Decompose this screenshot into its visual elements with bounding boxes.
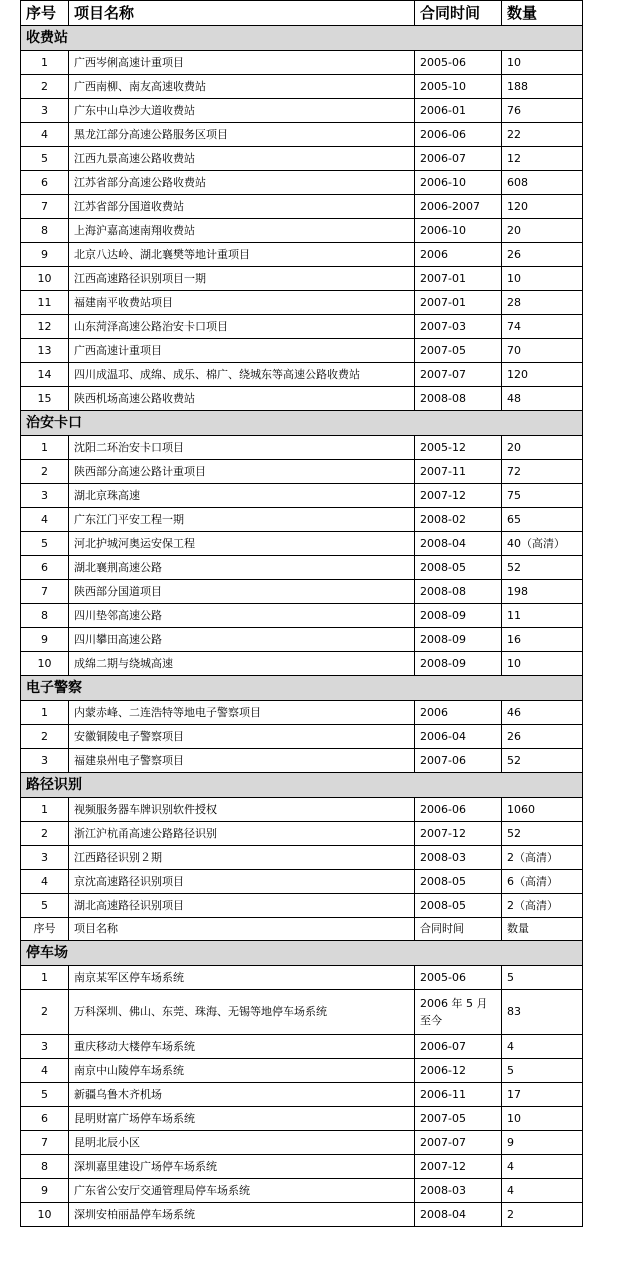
table-row: [21, 123, 583, 147]
table-row: [21, 195, 583, 219]
row-contract-date: 2006-06: [415, 123, 502, 147]
table-row: [21, 1083, 583, 1107]
row-index: 4: [21, 123, 69, 147]
row-index: 3: [21, 484, 69, 508]
row-quantity: 52: [502, 556, 583, 580]
project-table: [20, 0, 583, 1227]
row-quantity: 26: [502, 725, 583, 749]
table-row: [21, 966, 583, 990]
table-row: [21, 1107, 583, 1131]
section-title: 收费站: [21, 26, 583, 51]
row-contract-date: 2006-07: [415, 147, 502, 171]
repeat-header-cell: 合同时间: [415, 918, 502, 941]
row-contract-date: 2008-09: [415, 652, 502, 676]
table-row: [21, 291, 583, 315]
repeat-header-cell: 数量: [502, 918, 583, 941]
row-quantity: 16: [502, 628, 583, 652]
table-row: [21, 171, 583, 195]
row-quantity: 76: [502, 99, 583, 123]
row-index: 10: [21, 1203, 69, 1227]
row-quantity: 6（高清）: [502, 870, 583, 894]
row-project-name: 视频服务器车牌识别软件授权: [69, 798, 415, 822]
project-table-body: [21, 1, 583, 1227]
section-header-parking: [21, 941, 583, 966]
table-row: [21, 701, 583, 725]
row-quantity: 10: [502, 652, 583, 676]
row-project-name: 广东江门平安工程一期: [69, 508, 415, 532]
row-index: 2: [21, 725, 69, 749]
row-quantity: 40（高清）: [502, 532, 583, 556]
row-contract-date: 2006: [415, 701, 502, 725]
row-project-name: 昆明财富广场停车场系统: [69, 1107, 415, 1131]
row-project-name: 广东省公安厅交通管理局停车场系统: [69, 1179, 415, 1203]
row-index: 1: [21, 798, 69, 822]
row-project-name: 江西高速路径识别项目一期: [69, 267, 415, 291]
row-quantity: 17: [502, 1083, 583, 1107]
row-quantity: 2（高清）: [502, 894, 583, 918]
section-title: 电子警察: [21, 676, 583, 701]
row-quantity: 83: [502, 990, 583, 1035]
table-row: [21, 652, 583, 676]
row-quantity: 65: [502, 508, 583, 532]
table-row: [21, 363, 583, 387]
table-row: [21, 628, 583, 652]
row-quantity: 28: [502, 291, 583, 315]
row-quantity: 10: [502, 267, 583, 291]
row-index: 3: [21, 1035, 69, 1059]
table-row: [21, 1059, 583, 1083]
table-row: [21, 749, 583, 773]
row-project-name: 福建南平收费站项目: [69, 291, 415, 315]
row-index: 3: [21, 846, 69, 870]
row-project-name: 广西南柳、南友高速收费站: [69, 75, 415, 99]
row-index: 2: [21, 822, 69, 846]
row-quantity: 198: [502, 580, 583, 604]
repeat-header-cell: 序号: [21, 918, 69, 941]
row-index: 8: [21, 1155, 69, 1179]
row-quantity: 4: [502, 1179, 583, 1203]
row-contract-date: 2006-07: [415, 1035, 502, 1059]
row-quantity: 608: [502, 171, 583, 195]
row-quantity: 48: [502, 387, 583, 411]
row-index: 9: [21, 1179, 69, 1203]
row-contract-date: 2007-05: [415, 1107, 502, 1131]
row-quantity: 5: [502, 966, 583, 990]
row-quantity: 75: [502, 484, 583, 508]
section-header-path-recognition: [21, 773, 583, 798]
row-contract-date: 2006-01: [415, 99, 502, 123]
row-project-name: 京沈高速路径识别项目: [69, 870, 415, 894]
header-project-name: 项目名称: [69, 1, 415, 26]
table-row: [21, 51, 583, 75]
row-index: 9: [21, 628, 69, 652]
row-contract-date: 2007-12: [415, 1155, 502, 1179]
header-contract-date: 合同时间: [415, 1, 502, 26]
row-project-name: 南京某军区停车场系统: [69, 966, 415, 990]
row-contract-date: 2008-03: [415, 1179, 502, 1203]
table-row: [21, 725, 583, 749]
section-header-e-police: [21, 676, 583, 701]
row-project-name: 四川成温邛、成绵、成乐、棉广、绕城东等高速公路收费站: [69, 363, 415, 387]
row-index: 10: [21, 267, 69, 291]
row-project-name: 新疆乌鲁木齐机场: [69, 1083, 415, 1107]
row-contract-date: 2007-12: [415, 822, 502, 846]
row-project-name: 北京八达岭、湖北襄樊等地计重项目: [69, 243, 415, 267]
row-project-name: 成绵二期与绕城高速: [69, 652, 415, 676]
row-quantity: 5: [502, 1059, 583, 1083]
table-row: [21, 580, 583, 604]
row-contract-date: 2006-12: [415, 1059, 502, 1083]
row-project-name: 上海沪嘉高速南翔收费站: [69, 219, 415, 243]
row-contract-date: 2007-03: [415, 315, 502, 339]
row-contract-date: 2008-04: [415, 1203, 502, 1227]
section-title: 治安卡口: [21, 411, 583, 436]
table-row: [21, 1035, 583, 1059]
row-contract-date: 2008-09: [415, 604, 502, 628]
table-row: [21, 75, 583, 99]
row-project-name: 黑龙江部分高速公路服务区项目: [69, 123, 415, 147]
table-row: [21, 1179, 583, 1203]
row-index: 7: [21, 1131, 69, 1155]
table-row: [21, 219, 583, 243]
row-project-name: 江西九景高速公路收费站: [69, 147, 415, 171]
row-quantity: 120: [502, 195, 583, 219]
row-quantity: 72: [502, 460, 583, 484]
row-contract-date: 2007-01: [415, 291, 502, 315]
row-quantity: 120: [502, 363, 583, 387]
row-quantity: 2（高清）: [502, 846, 583, 870]
row-index: 4: [21, 870, 69, 894]
section-header-toll-station: [21, 26, 583, 51]
row-contract-date: 2006-10: [415, 219, 502, 243]
row-contract-date: 2006 年 5 月至今: [415, 990, 502, 1035]
table-row: [21, 508, 583, 532]
row-contract-date: 2008-09: [415, 628, 502, 652]
row-project-name: 河北护城河奥运安保工程: [69, 532, 415, 556]
row-contract-date: 2007-07: [415, 363, 502, 387]
section-header-security-checkpoint: [21, 411, 583, 436]
row-project-name: 江苏省部分高速公路收费站: [69, 171, 415, 195]
row-index: 15: [21, 387, 69, 411]
row-project-name: 广西岑俐高速计重项目: [69, 51, 415, 75]
table-row: [21, 604, 583, 628]
row-project-name: 山东菏泽高速公路治安卡口项目: [69, 315, 415, 339]
table-row: [21, 1155, 583, 1179]
row-quantity: 4: [502, 1035, 583, 1059]
row-quantity: 1060: [502, 798, 583, 822]
row-contract-date: 2008-05: [415, 894, 502, 918]
row-project-name: 深圳安柏丽晶停车场系统: [69, 1203, 415, 1227]
row-quantity: 11: [502, 604, 583, 628]
row-contract-date: 2006-11: [415, 1083, 502, 1107]
table-row: [21, 870, 583, 894]
row-index: 6: [21, 171, 69, 195]
row-project-name: 安徽铜陵电子警察项目: [69, 725, 415, 749]
row-quantity: 26: [502, 243, 583, 267]
row-contract-date: 2007-05: [415, 339, 502, 363]
row-project-name: 深圳嘉里建设广场停车场系统: [69, 1155, 415, 1179]
row-project-name: 南京中山陵停车场系统: [69, 1059, 415, 1083]
row-index: 1: [21, 436, 69, 460]
row-contract-date: 2007-01: [415, 267, 502, 291]
row-index: 13: [21, 339, 69, 363]
table-row: [21, 822, 583, 846]
row-contract-date: 2008-04: [415, 532, 502, 556]
row-project-name: 江苏省部分国道收费站: [69, 195, 415, 219]
row-project-name: 江西路径识别２期: [69, 846, 415, 870]
table-row: [21, 99, 583, 123]
project-list-sheet: [20, 0, 582, 1227]
row-project-name: 陕西机场高速公路收费站: [69, 387, 415, 411]
row-project-name: 昆明北辰小区: [69, 1131, 415, 1155]
row-index: 2: [21, 75, 69, 99]
table-row: [21, 1203, 583, 1227]
row-index: 4: [21, 508, 69, 532]
row-index: 2: [21, 990, 69, 1035]
row-quantity: 10: [502, 51, 583, 75]
row-project-name: 福建泉州电子警察项目: [69, 749, 415, 773]
row-index: 2: [21, 460, 69, 484]
row-index: 10: [21, 652, 69, 676]
row-index: 7: [21, 580, 69, 604]
row-contract-date: 2007-06: [415, 749, 502, 773]
row-quantity: 12: [502, 147, 583, 171]
table-row: [21, 387, 583, 411]
table-row: [21, 243, 583, 267]
row-quantity: 70: [502, 339, 583, 363]
row-index: 1: [21, 701, 69, 725]
header-quantity: 数量: [502, 1, 583, 26]
row-contract-date: 2005-12: [415, 436, 502, 460]
row-quantity: 74: [502, 315, 583, 339]
row-contract-date: 2007-11: [415, 460, 502, 484]
row-contract-date: 2006-06: [415, 798, 502, 822]
row-contract-date: 2008-05: [415, 870, 502, 894]
table-row: [21, 267, 583, 291]
row-contract-date: 2008-02: [415, 508, 502, 532]
table-row: [21, 846, 583, 870]
row-quantity: 52: [502, 749, 583, 773]
row-index: 14: [21, 363, 69, 387]
row-index: 11: [21, 291, 69, 315]
table-row: [21, 436, 583, 460]
section-title: 停车场: [21, 941, 583, 966]
row-project-name: 湖北高速路径识别项目: [69, 894, 415, 918]
row-index: 3: [21, 749, 69, 773]
row-index: 8: [21, 219, 69, 243]
row-index: 5: [21, 1083, 69, 1107]
header-index: 序号: [21, 1, 69, 26]
row-index: 9: [21, 243, 69, 267]
row-project-name: 浙江沪杭甬高速公路路径识别: [69, 822, 415, 846]
row-index: 5: [21, 147, 69, 171]
row-index: 4: [21, 1059, 69, 1083]
row-project-name: 万科深圳、佛山、东莞、珠海、无锡等地停车场系统: [69, 990, 415, 1035]
row-index: 5: [21, 532, 69, 556]
row-index: 12: [21, 315, 69, 339]
repeat-header-row: [21, 918, 583, 941]
row-project-name: 内蒙赤峰、二连浩特等地电子警察项目: [69, 701, 415, 725]
table-row: [21, 556, 583, 580]
row-index: 6: [21, 1107, 69, 1131]
row-contract-date: 2006: [415, 243, 502, 267]
row-contract-date: 2008-08: [415, 387, 502, 411]
table-row: [21, 990, 583, 1035]
row-index: 5: [21, 894, 69, 918]
row-contract-date: 2007-07: [415, 1131, 502, 1155]
repeat-header-cell: 项目名称: [69, 918, 415, 941]
table-row: [21, 1131, 583, 1155]
row-quantity: 22: [502, 123, 583, 147]
row-index: 7: [21, 195, 69, 219]
table-row: [21, 532, 583, 556]
table-row: [21, 315, 583, 339]
row-quantity: 20: [502, 219, 583, 243]
row-quantity: 188: [502, 75, 583, 99]
table-row: [21, 339, 583, 363]
row-contract-date: 2008-08: [415, 580, 502, 604]
row-quantity: 2: [502, 1203, 583, 1227]
row-quantity: 9: [502, 1131, 583, 1155]
row-project-name: 沈阳二环治安卡口项目: [69, 436, 415, 460]
row-index: 3: [21, 99, 69, 123]
table-row: [21, 484, 583, 508]
row-index: 6: [21, 556, 69, 580]
row-contract-date: 2005-06: [415, 966, 502, 990]
row-project-name: 重庆移动大楼停车场系统: [69, 1035, 415, 1059]
row-index: 8: [21, 604, 69, 628]
row-contract-date: 2005-10: [415, 75, 502, 99]
table-row: [21, 147, 583, 171]
row-project-name: 湖北京珠高速: [69, 484, 415, 508]
row-contract-date: 2006-2007: [415, 195, 502, 219]
row-contract-date: 2005-06: [415, 51, 502, 75]
row-project-name: 湖北襄荆高速公路: [69, 556, 415, 580]
row-project-name: 陕西部分高速公路计重项目: [69, 460, 415, 484]
row-contract-date: 2007-12: [415, 484, 502, 508]
row-project-name: 四川垫邻高速公路: [69, 604, 415, 628]
table-row: [21, 460, 583, 484]
row-quantity: 46: [502, 701, 583, 725]
row-index: 1: [21, 51, 69, 75]
row-quantity: 10: [502, 1107, 583, 1131]
row-quantity: 4: [502, 1155, 583, 1179]
row-project-name: 四川攀田高速公路: [69, 628, 415, 652]
row-project-name: 陕西部分国道项目: [69, 580, 415, 604]
row-contract-date: 2008-03: [415, 846, 502, 870]
row-quantity: 20: [502, 436, 583, 460]
row-quantity: 52: [502, 822, 583, 846]
row-project-name: 广东中山阜沙大道收费站: [69, 99, 415, 123]
row-contract-date: 2006-04: [415, 725, 502, 749]
row-index: 1: [21, 966, 69, 990]
table-header-row: [21, 1, 583, 26]
section-title: 路径识别: [21, 773, 583, 798]
table-row: [21, 894, 583, 918]
table-row: [21, 798, 583, 822]
row-contract-date: 2008-05: [415, 556, 502, 580]
row-project-name: 广西高速计重项目: [69, 339, 415, 363]
row-contract-date: 2006-10: [415, 171, 502, 195]
